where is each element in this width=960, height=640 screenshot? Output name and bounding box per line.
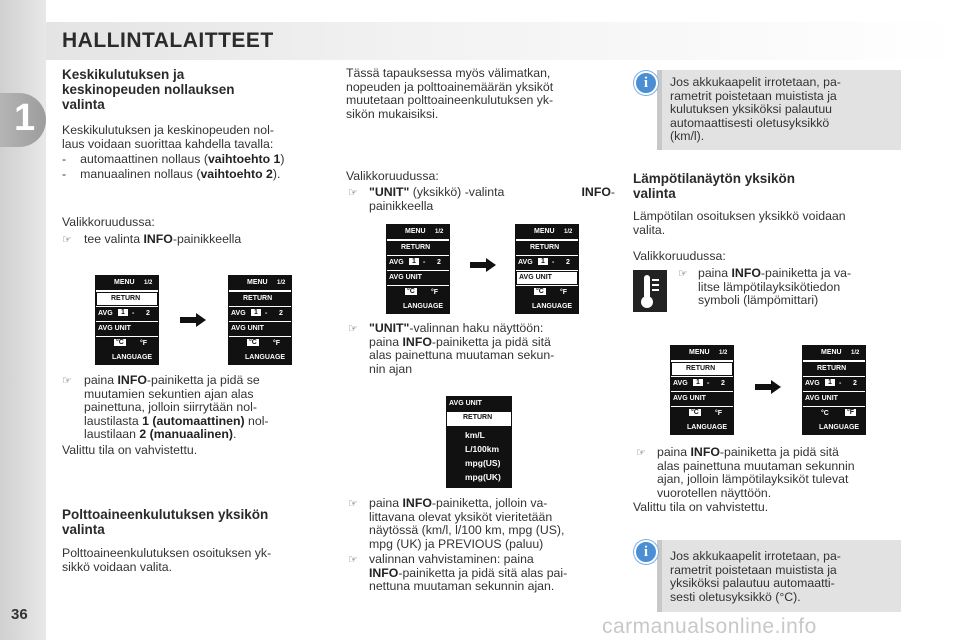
step-unit-open: "UNIT"-valinnan haku näyttöön: paina INFO-painiketta ja pidä sitä alas painettuna muutaman sekun- nin ajan: [369, 321, 555, 376]
paragraph-fuel-unit: Polttoaineenkulutuksen osoituksen yk- sikkö voidaan valita.: [62, 546, 272, 574]
arrow-right-icon: [755, 380, 781, 394]
arrow-right-icon: [470, 258, 496, 272]
watermark: carmanualsonline.info: [602, 615, 817, 638]
paragraph-reset-intro: Keskikulutuksen ja keskinopeuden nol- laus voidaan suorittaa kahdella tavalla:: [62, 123, 274, 151]
thermometer-icon: [633, 270, 667, 312]
step-select-thermo: paina INFO-painiketta ja va- litse lämpötilayksikötiedon symboli (lämpömittari): [698, 266, 852, 308]
menu-screen-after: MENU 1/2 RETURN AVG 1 - 2 AVG UNIT °C °F LANGUAGE: [228, 275, 292, 365]
info-icon: i: [634, 540, 658, 564]
hand-pointer-icon: ☞: [62, 375, 72, 387]
hand-pointer-icon: ☞: [636, 447, 646, 459]
page-number: 36: [11, 606, 28, 623]
paragraph-units-change: Tässä tapauksessa myös välimatkan, nopeuden ja polttoainemäärän yksiköt muutetaan polttoaineenkulutuksen yk- sikön mukaisiksi.: [346, 66, 554, 121]
chapter-number: 1: [14, 97, 36, 139]
menu-screen-before: MENU 1/2 RETURN AVG 1 - 2 AVG UNIT °C °F LANGUAGE: [95, 275, 159, 365]
menu-label: Valikkoruudussa:: [62, 215, 155, 229]
menu-screen-before: MENU 1/2 RETURN AVG 1 - 2 AVG UNIT °C °F LANGUAGE: [386, 224, 450, 314]
step-scroll-units: paina INFO-painiketta, jolloin va- littavana olevat yksiköt vieritetään näytössä (km/l, l/100 km, mpg (US), mpg (UK) ja PREVIOUS (paluu): [369, 496, 565, 551]
step-select-unit: "UNIT" (yksikkö) -valinta INFO- painikkeella: [369, 185, 615, 213]
menu-screen-after: MENU 1/2 RETURN AVG 1 - 2 AVG UNIT °C °F LANGUAGE: [802, 345, 866, 435]
info-text-temp: Jos akkukaapelit irrotetaan, pa- rametrit poistetaan muistista ja yksiköksi palautuu automaatti- sesti oletusyksikkö (°C).: [670, 549, 841, 604]
confirm-text: Valittu tila on vahvistettu.: [62, 443, 198, 457]
dash-item-auto: - automaattinen nollaus (vaihtoehto 1): [62, 152, 285, 166]
dash-item-manual: - manuaalinen nollaus (vaihtoehto 2).: [62, 167, 281, 181]
page-title: HALLINTALAITTEET: [62, 29, 274, 52]
hand-pointer-icon: ☞: [348, 323, 358, 335]
hand-pointer-icon: ☞: [348, 498, 358, 510]
confirm-text: Valittu tila on vahvistettu.: [633, 500, 769, 514]
menu-label: Valikkoruudussa:: [346, 169, 439, 183]
step-hold-info: paina INFO-painiketta ja pidä se muutamien sekuntien ajan alas painettuna, jolloin siirrytään nol- laustilasta 1 (automaattinen) nol- laustilaan 2 (manuaalinen).: [84, 373, 269, 442]
hand-pointer-icon: ☞: [62, 234, 72, 246]
section-heading-temp-unit: Lämpötilanäytön yksikön valinta: [633, 171, 796, 201]
info-text-fuel: Jos akkukaapelit irrotetaan, pa- rametrit poistetaan muistista ja kulutuksen yksiköksi palautuu automaattisesti oletusyksikkö (km/l).: [670, 75, 841, 144]
paragraph-temp-unit: Lämpötilan osoituksen yksikkö voidaan valita.: [633, 209, 846, 237]
menu-screen-before: MENU 1/2 RETURN AVG 1 - 2 AVG UNIT °C °F LANGUAGE: [670, 345, 734, 435]
hand-pointer-icon: ☞: [348, 187, 358, 199]
section-heading-fuel-unit: Polttoaineenkulutuksen yksikön valinta: [62, 507, 269, 537]
info-icon: i: [634, 71, 658, 95]
section-heading-reset: Keskikulutuksen ja keskinopeuden nollauksen valinta: [62, 67, 235, 112]
step-select-info: tee valinta INFO-painikkeella: [84, 232, 242, 246]
hand-pointer-icon: ☞: [678, 268, 688, 280]
step-confirm-unit: valinnan vahvistaminen: paina INFO-painiketta ja pidä sitä alas pai- nettuna muutaman sekunnin ajan.: [369, 552, 568, 594]
hand-pointer-icon: ☞: [348, 554, 358, 566]
menu-screen-after: MENU 1/2 RETURN AVG 1 - 2 AVG UNIT °C °F LANGUAGE: [515, 224, 579, 314]
arrow-right-icon: [180, 313, 206, 327]
step-toggle-temp: paina INFO-painiketta ja pidä sitä alas painettuna muutaman sekunnin ajan, jolloin lämpötilayksiköt tulevat vuorotellen näyttöön.: [657, 445, 855, 500]
menu-label: Valikkoruudussa:: [633, 249, 726, 263]
unit-list-screen: AVG UNIT RETURN km/L L/100km mpg(US) mpg(UK): [446, 396, 512, 488]
